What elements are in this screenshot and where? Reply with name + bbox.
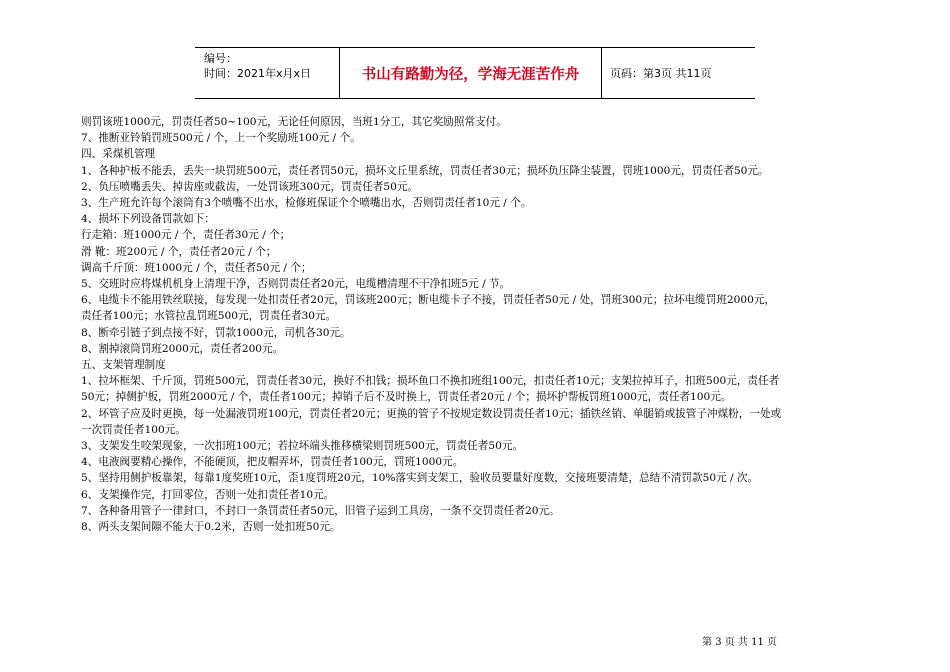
body-line: 3、生产班允许每个滚筒有3个喷嘴不出水，检修班保证个个喷嘴出水，否则罚责任者10元 / 个。 <box>81 197 532 210</box>
body-line: 则罚该班1000元，罚责任者50~100元，无论任何原因，当班1分工，其它奖励照常支付。 <box>81 116 507 128</box>
body-line: 5、坚持用侧护板靠架，每靠1度奖班10元，歪1度罚班20元，10%落实到支架工，验收员要量好度数，交接班要清楚，总结不清罚款50元 / 次。 <box>81 472 759 485</box>
body-line: 责任者100元；水管拉乱罚班500元，罚责任者30元。 <box>81 310 337 323</box>
body-line: 行走箱：班1000元 / 个，责任者30元 / 个； <box>81 229 291 242</box>
body-line: 4、电液阀要精心操作，不能硬顶，把皮帽弄坏，罚责任者100元，罚班1000元。 <box>81 456 464 469</box>
body-line: 2、负压喷嘴丢失、掉齿座或截齿，一处罚该班300元，罚责任者50元。 <box>81 180 419 193</box>
body-line: 1、各种护板不能丢，丢失一块罚班500元，责任者罚50元，损坏文丘里系统，罚责任者30元；损坏负压降尘装置，罚班1000元，罚责任者50元。 <box>81 164 769 177</box>
page-header <box>195 47 755 99</box>
document-body <box>81 114 911 535</box>
header-info-cell <box>195 48 340 98</box>
body-line: 一次罚责任者100元。 <box>81 423 186 436</box>
body-line: 6、电缆卡不能用铁丝联接，每发现一处扣责任者20元，罚该班200元；断电缆卡子不接，罚责任者50元 / 处，罚班300元；拉坏电缆罚班2000元， <box>81 294 776 307</box>
body-line: 滑 靴：班200元 / 个，责任者20元 / 个； <box>81 245 277 258</box>
body-line: 8、断牵引链子到点接不好，罚款1000元，司机各30元。 <box>81 326 351 339</box>
document-time-label: 时间：2021年x月x日 <box>204 67 312 80</box>
body-line: 2、坏管子应及时更换，每一处漏液罚班100元，罚责任者20元；更换的管子不按规定数设罚责任者10元；插铁丝销、单腿销或拔管子冲煤粉，一处或 <box>81 407 782 420</box>
body-line: 3、支架发生咬架现象，一次扣班100元；若拉坏端头推移横梁则罚班500元，罚责任者50元。 <box>81 440 524 453</box>
body-line: 8、割掉滚筒罚班2000元，责任者200元。 <box>81 342 284 355</box>
body-line: 调高千斤顶：班1000元 / 个，责任者50元 / 个； <box>81 261 312 274</box>
body-line: 7、推断亚铃销罚班500元 / 个，上一个奖励班100元 / 个。 <box>81 132 361 145</box>
section-heading: 四、采煤机管理 <box>81 148 156 161</box>
document-number-label: 编号： <box>204 52 237 65</box>
body-line: 7、各种备用管子一律封口，不封口一条罚责任者50元，旧管子运到工具房，一条不交罚责任者20元。 <box>81 504 560 517</box>
body-line: 1、拉坏框架、千斤顶，罚班500元，罚责任者30元，换好不扣钱；损坏鱼口不换扣班组100元，扣责任者10元；支架拉掉耳子，扣班500元，责任者 <box>81 375 780 388</box>
header-motto: 书山有路勤为径，学海无涯苦作舟 <box>340 48 602 98</box>
body-line: 8、两头支架间隙不能大于0.2米，否则一处扣班50元。 <box>81 521 341 534</box>
section-heading: 五、支架管理制度 <box>81 359 166 372</box>
header-page-number: 页码：第3页 共11页 <box>610 67 712 80</box>
page-footer: 第 3 页 共 11 页 <box>702 637 777 648</box>
body-line: 5、交班时应将煤机机身上清理干净，否则罚责任者20元，电缆槽清理不干净扣班5元 / 节。 <box>81 278 511 291</box>
body-line: 6、支架操作完，打回零位，否则一处扣责任者10元。 <box>81 488 335 501</box>
body-line: 50元；掉侧护板，罚班2000元 / 个，责任者100元；掉销子后不及时换上，罚责任者20元 / 个；损坏护帮板罚班1000元，责任者100元。 <box>81 391 732 404</box>
body-line: 4、损坏下列设备罚款如下： <box>81 213 215 226</box>
